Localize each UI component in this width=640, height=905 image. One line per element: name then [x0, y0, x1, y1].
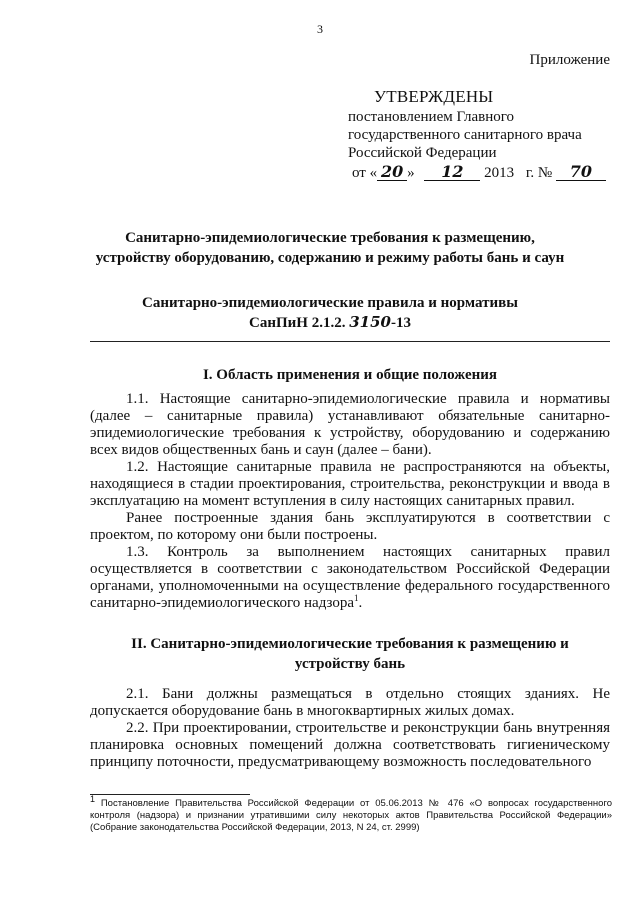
paragraph-1-3-text: 1.3. Контроль за выполнением настоящих санитарных правил осуществляется в соответствии с законодательством Российской Федерации органами, уполномоченными на осуществление федерального государственного санитарно-эпидемиологического надзора	[90, 544, 610, 611]
approval-line-2: государственного санитарного врача	[348, 127, 582, 143]
footnote-ref: 1	[354, 593, 359, 603]
section-2-heading	[90, 634, 610, 674]
document-title: Санитарно-эпидемиологические требования к размещению, устройству оборудованию, содержанию и режиму работы бань и саун	[95, 230, 565, 266]
subtitle-line-1: Санитарно-эпидемиологические правила и нормативы	[142, 295, 518, 311]
paragraph-2-1: 2.1. Бани должны размещаться в отдельно стоящих зданиях. Не допускается оборудование бань в многоквартирных жилых домах.	[90, 686, 610, 719]
approval-line-3: Российской Федерации	[348, 145, 497, 161]
paragraph-1-2-cont: Ранее построенные здания бань эксплуатируются в соответствии с проектом, по которому они были построены.	[90, 510, 610, 543]
footnote-text: Постановление Правительства Российской Федерации от 05.06.2013 № 476 «О вопросах государственного контроля (надзора) и признании утратившими силу некоторых актов Правительства Российской Федерации» (Собрание законодательства Российской Федерации, 2013, N 24, ст. 2999)	[90, 798, 612, 833]
paragraph-1-2: 1.2. Настоящие санитарные правила не распространяются на объекты, находящиеся в стадии проектирования, строительства, реконструкции и ввода в эксплуатацию на момент вступления в силу настоящих санитарных правил.	[90, 459, 610, 509]
section-2-heading-line-2: устройству бань	[294, 656, 406, 672]
number-prefix: г. №	[525, 165, 553, 181]
paragraph-2-2: 2.2. При проектировании, строительстве и реконструкции бань внутренняя планировка основных помещений должна соответствовать гигиеническому принципу поточности, предусматривающему возможность последовательного	[90, 720, 610, 770]
section-2-heading-line-1: II. Санитарно-эпидемиологические требования к размещению и	[131, 636, 569, 652]
paragraph-1-3	[90, 544, 610, 612]
footnote-divider	[90, 794, 250, 795]
paragraph-1-3-end: .	[358, 595, 363, 611]
date-day: 20	[377, 164, 407, 181]
footnote	[90, 793, 612, 834]
subtitle-suffix: -13	[390, 315, 411, 331]
document-number: 70	[556, 164, 606, 181]
approval-line-1: постановлением Главного	[348, 109, 515, 125]
date-quote-close: »	[407, 165, 415, 181]
section-1-heading: I. Область применения и общие положения	[202, 367, 498, 383]
appendix-label: Приложение	[529, 52, 610, 68]
date-year: 2013	[484, 165, 515, 181]
page-number: 3	[317, 22, 323, 36]
approval-date-line	[352, 164, 606, 182]
title-divider	[90, 341, 610, 342]
approval-heading: УТВЕРЖДЕНЫ	[374, 87, 494, 106]
section-1-body	[90, 391, 610, 612]
approval-block	[348, 88, 606, 182]
subtitle-number: 3150	[349, 313, 391, 331]
date-prefix: от «	[352, 165, 378, 181]
section-2-body	[90, 686, 610, 771]
date-month: 12	[424, 164, 480, 181]
footnote-marker: 1	[90, 793, 96, 804]
document-subtitle	[90, 293, 570, 333]
paragraph-1-1: 1.1. Настоящие санитарно-эпидемиологические правила и нормативы (далее – санитарные правила) устанавливают обязательные санитарно-эпидемиологические требования к устройству, оборудованию и содержанию всех видов общественных бань и саун (далее – бани).	[90, 391, 610, 458]
subtitle-prefix: СанПиН 2.1.2.	[249, 315, 346, 331]
subtitle-line-2	[90, 313, 570, 333]
